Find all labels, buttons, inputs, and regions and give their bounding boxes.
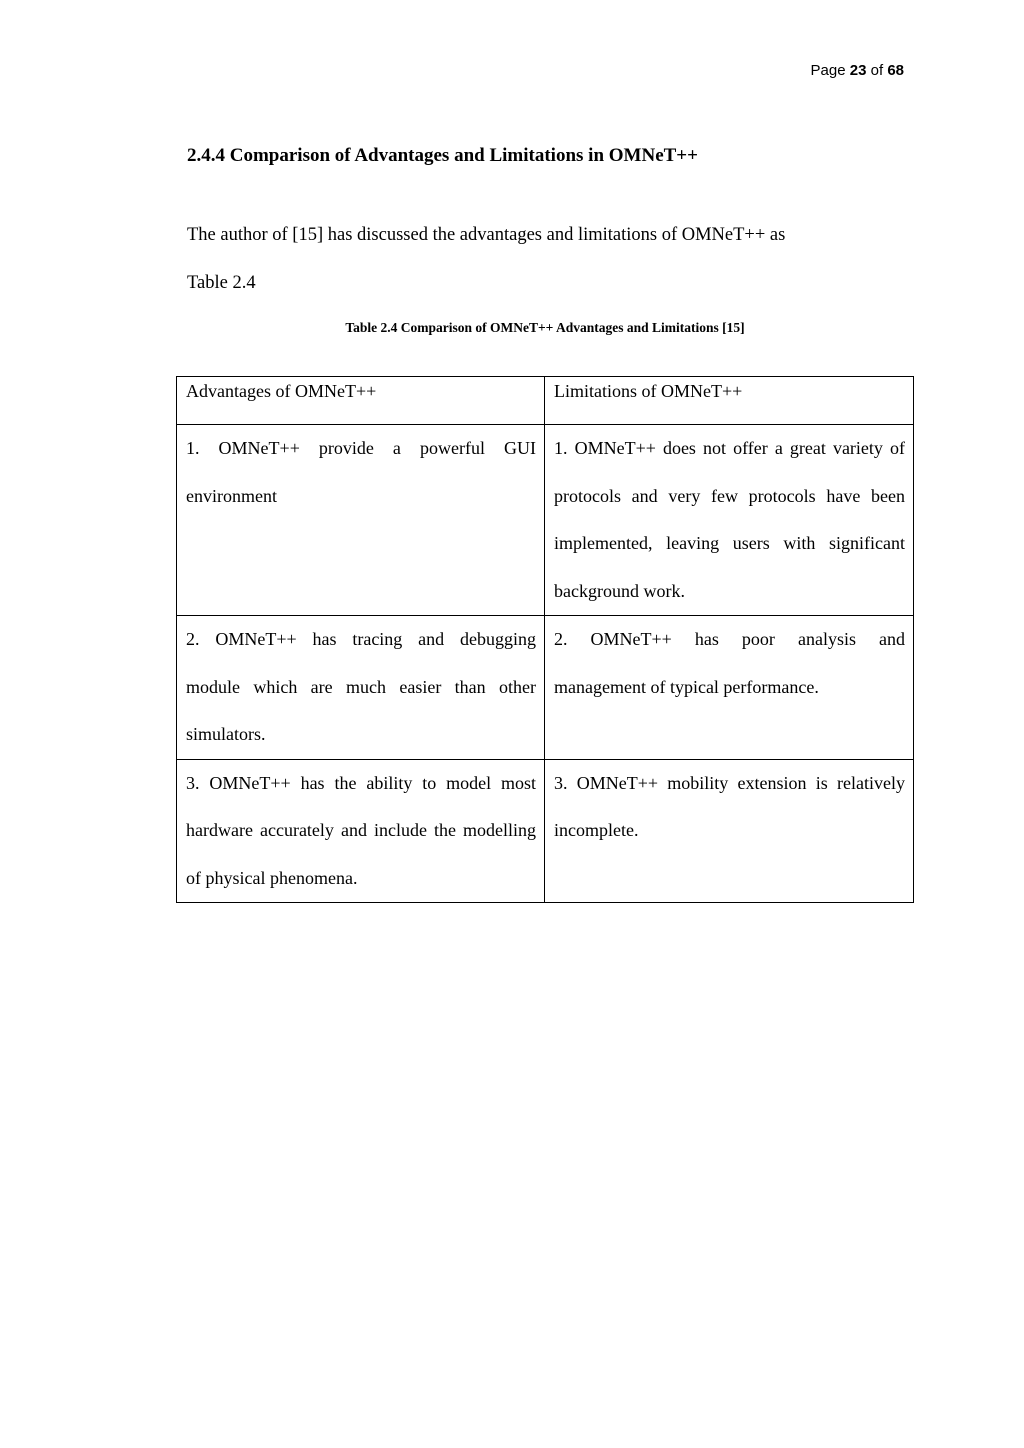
header-advantages: Advantages of OMNeT++ [177, 377, 545, 425]
advantage-cell: 3. OMNeT++ has the ability to model most hardware accurately and include the modelling of physical phenomena. [177, 759, 545, 903]
table-row [177, 616, 914, 760]
comparison-table [176, 376, 914, 903]
intro-line-2: Table 2.4 [187, 273, 256, 293]
section-heading: 2.4.4 Comparison of Advantages and Limitations in OMNeT++ [187, 145, 698, 166]
table-row [177, 425, 914, 616]
header-limitations: Limitations of OMNeT++ [545, 377, 914, 425]
limitation-cell: 2. OMNeT++ has poor analysis and management of typical performance. [545, 616, 914, 760]
intro-paragraph [187, 211, 887, 307]
page-label: Page [810, 62, 846, 79]
advantage-cell: 2. OMNeT++ has tracing and debugging module which are much easier than other simulators. [177, 616, 545, 760]
advantage-cell: 1. OMNeT++ provide a powerful GUI environment [177, 425, 545, 616]
page-of: of [870, 62, 884, 79]
total-pages: 68 [887, 62, 904, 79]
table-header-row [177, 377, 914, 425]
table-caption: Table 2.4 Comparison of OMNeT++ Advantages and Limitations [15] [345, 320, 745, 335]
intro-line-1: The author of [15] has discussed the advantages and limitations of OMNeT++ as [187, 225, 786, 245]
limitation-cell: 1. OMNeT++ does not offer a great variety of protocols and very few protocols have been implemented, leaving users with significant background work. [545, 425, 914, 616]
current-page: 23 [849, 62, 867, 79]
limitation-cell: 3. OMNeT++ mobility extension is relatively incomplete. [545, 759, 914, 903]
table-row [177, 759, 914, 903]
page-number [811, 62, 904, 79]
